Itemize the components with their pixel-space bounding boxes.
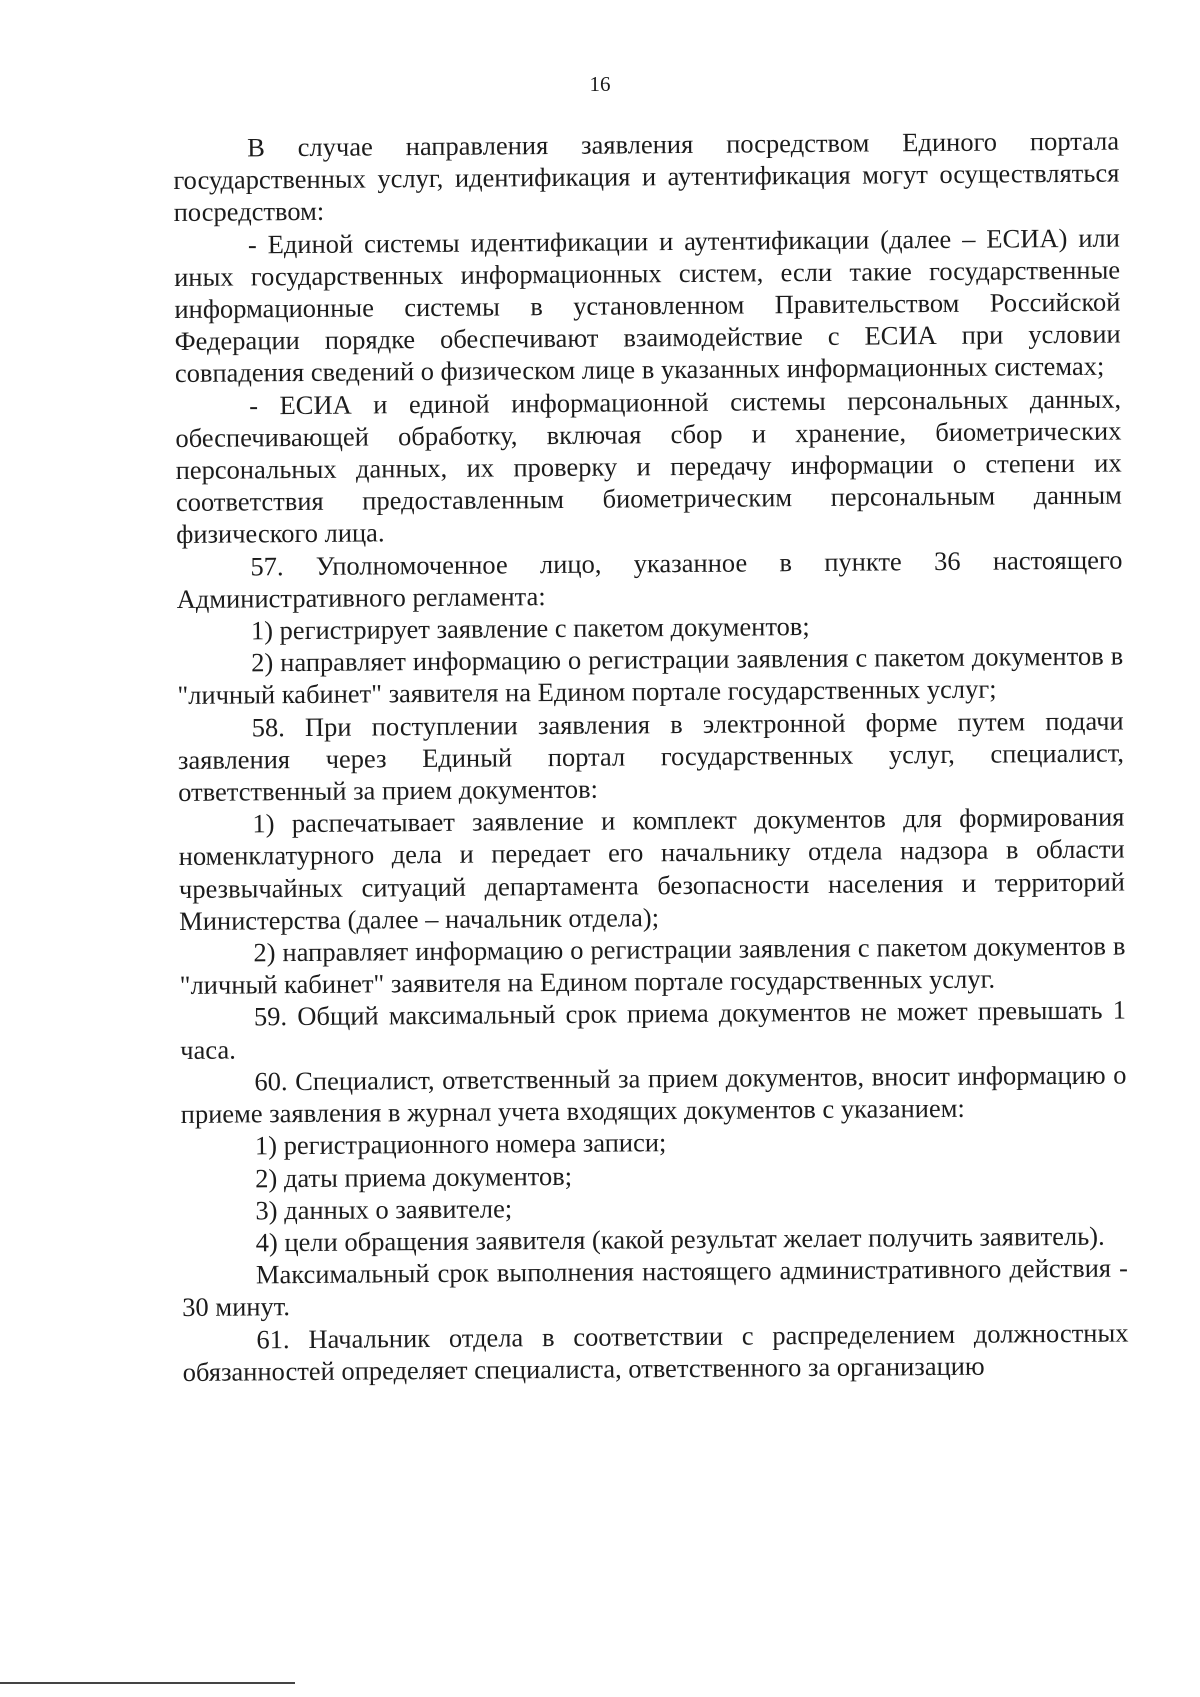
paragraph-esia-option-1: - Единой системы идентификации и аутентификации (далее – ЕСИА) или иных государственных информационных систем, если такие государственные информационные системы в установленном Правительством Российской Федерации порядке обеспечивают взаимодействие с ЕСИА при условии совпадения сведений о физическом лице в указанных информационных системах; [174,222,1121,389]
paragraph-58-item-1: 1) распечатывает заявление и комплект документов для формирования номенклатурного дела и передает его начальнику отдела надзора в области чрезвычайных ситуаций департамента безопасности населения и территорий Министерства (далее – начальник отдела); [178,801,1126,936]
paragraph-59: 59. Общий максимальный срок приема документов не может превышать 1 часа. [180,995,1127,1065]
paragraph-58-item-2: 2) направляет информацию о регистрации заявления с пакетом документов в "личный кабинет" заявителя на Едином портале государственных услуг. [179,930,1126,1001]
page-number: 16 [589,72,611,96]
paragraph-60-item-1: 1) регистрационного номера записи; [254,1127,667,1161]
paragraph-esia-intro: В случае направления заявления посредством Единого портала государственных услуг, идентификация и аутентификация могут осуществляться посредством: [173,125,1120,228]
paragraph-60: 60. Специалист, ответственный за прием документов, вносит информацию о приеме заявления в журнал учета входящих документов с указанием: [180,1059,1127,1130]
paragraph-60-item-3: 3) данных о заявителе; [255,1193,513,1226]
paragraph-max-time: Максимальный срок выполнения настоящего административного действия - 30 минут. [182,1252,1129,1323]
paragraph-61: 61. Начальник отдела в соответствии с распределением должностных обязанностей определяет специалиста, ответственного за организацию [182,1317,1129,1387]
paragraph-esia-option-2: - ЕСИА и единой информационной системы персональных данных, обеспечивающей обработку, включая сбор и хранение, биометрических персональных данных, их проверку и передачу информации о степени их соответствия предоставленным биометрическим персональным данным физического лица. [175,383,1122,550]
paragraph-57: 57. Уполномоченное лицо, указанное в пункте 36 настоящего Административного регламента: [176,544,1123,614]
paragraph-60-item-4: 4) цели обращения заявителя (какой результат желает получить заявитель). [255,1220,1105,1258]
scan-edge-line [0,1682,295,1684]
paragraph-57-item-2: 2) направляет информацию о регистрации заявления с пакетом документов в "личный кабинет" заявителя на Едином портале государственных услуг; [177,640,1124,711]
paragraph-60-item-2: 2) даты приема документов; [255,1160,573,1193]
paragraph-58: 58. При поступлении заявления в электронной форме путем подачи заявления через Единый портал государственных услуг, специалист, ответственный за прием документов: [177,705,1125,808]
paragraph-57-item-1: 1) регистрирует заявление с пакетом документов; [250,611,810,646]
document-body [173,125,1129,1388]
